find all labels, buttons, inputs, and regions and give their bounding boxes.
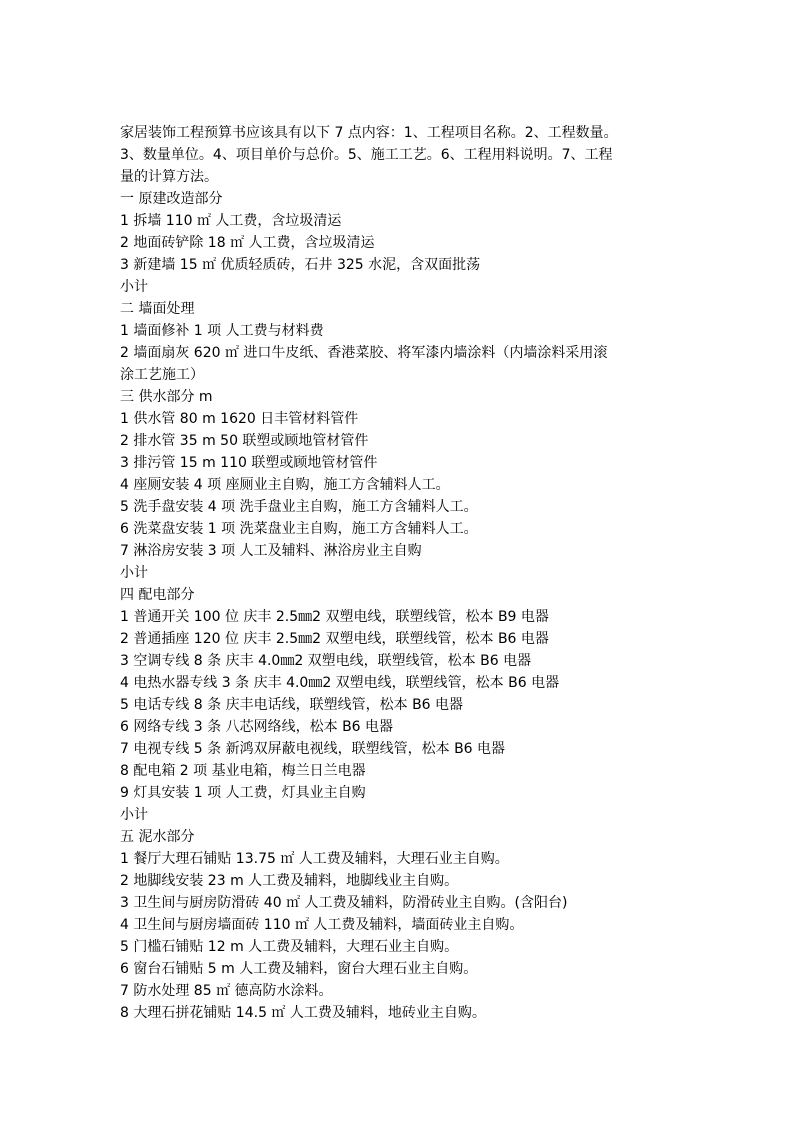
list-item: 3 空调专线 8 条 庆丰 4.0㎜2 双塑电线，联塑线管，松本 B6 电器 — [120, 653, 532, 669]
list-item: 1 供水管 80 m 1620 日丰管材料管件 — [120, 411, 359, 427]
list-item: 9 灯具安装 1 项 人工费，灯具业主自购 — [120, 785, 366, 801]
list-item: 6 洗菜盘安装 1 项 洗菜盘业主自购，施工方含辅料人工。 — [120, 521, 478, 537]
list-item: 5 电话专线 8 条 庆丰电话线，联塑线管，松本 B6 电器 — [120, 697, 464, 713]
list-item: 2 排水管 35 m 50 联塑或顾地管材管件 — [120, 433, 369, 449]
section-electrical — [120, 584, 680, 826]
intro-line-3: 量的计算方法。 — [120, 169, 218, 185]
section-heading-water-supply: 三 供水部分 m — [120, 389, 213, 405]
intro-line-1: 家居装饰工程预算书应该具有以下 7 点内容：1、工程项目名称。2、工程数量。 — [120, 125, 618, 141]
list-item: 5 洗手盘安装 4 项 洗手盘业主自购，施工方含辅料人工。 — [120, 499, 478, 515]
section-heading-wall: 二 墙面处理 — [120, 301, 195, 317]
list-item: 2 普通插座 120 位 庆丰 2.5㎜2 双塑电线，联塑线管，松本 B6 电器 — [120, 631, 549, 647]
list-item: 1 餐厅大理石铺贴 13.75 ㎡ 人工费及辅料，大理石业主自购。 — [120, 851, 509, 867]
list-item: 1 拆墙 110 ㎡ 人工费，含垃圾清运 — [120, 213, 342, 229]
list-item: 6 网络专线 3 条 八芯网络线，松本 B6 电器 — [120, 719, 394, 735]
list-item: 3 新建墙 15 ㎡ 优质轻质砖，石井 325 水泥，含双面批荡 — [120, 257, 481, 273]
section-masonry — [120, 826, 680, 1024]
subtotal-label: 小计 — [120, 279, 148, 295]
document-body — [120, 122, 680, 1024]
section-heading-masonry: 五 泥水部分 — [120, 829, 195, 845]
list-item: 4 电热水器专线 3 条 庆丰 4.0㎜2 双塑电线，联塑线管，松本 B6 电器 — [120, 675, 560, 691]
subtotal-label: 小计 — [120, 807, 148, 823]
list-item: 7 电视专线 5 条 新鸿双屏蔽电视线，联塑线管，松本 B6 电器 — [120, 741, 506, 757]
section-heading-renovation: 一 原建改造部分 — [120, 191, 223, 207]
section-renovation — [120, 188, 680, 298]
list-item: 8 大理石拼花铺贴 14.5 ㎡ 人工费及辅料，地砖业主自购。 — [120, 1005, 486, 1021]
section-heading-electrical: 四 配电部分 — [120, 587, 195, 603]
list-item: 8 配电箱 2 项 基业电箱，梅兰日兰电器 — [120, 763, 366, 779]
list-item: 2 墙面扇灰 620 ㎡ 进口牛皮纸、香港菜胶、将军漆内墙涂料（内墙涂料采用滚 — [120, 345, 608, 361]
list-item: 5 门槛石铺贴 12 m 人工费及辅料，大理石业主自购。 — [120, 939, 459, 955]
list-item: 1 墙面修补 1 项 人工费与材料费 — [120, 323, 324, 339]
list-item: 7 防水处理 85 ㎡ 德高防水涂料。 — [120, 983, 333, 999]
list-item: 2 地面砖铲除 18 ㎡ 人工费，含垃圾清运 — [120, 235, 375, 251]
list-item: 3 排污管 15 m 110 联塑或顾地管材管件 — [120, 455, 378, 471]
list-item-continuation: 涂工艺施工） — [120, 367, 204, 383]
list-item: 1 普通开关 100 位 庆丰 2.5㎜2 双塑电线，联塑线管，松本 B9 电器 — [120, 609, 549, 625]
list-item: 7 淋浴房安装 3 项 人工及辅料、淋浴房业主自购 — [120, 543, 422, 559]
intro-paragraph — [120, 122, 680, 188]
list-item: 2 地脚线安装 23 m 人工费及辅料，地脚线业主自购。 — [120, 873, 459, 889]
list-item: 4 卫生间与厨房墙面砖 110 ㎡ 人工费及辅料，墙面砖业主自购。 — [120, 917, 524, 933]
intro-line-2: 3、数量单位。4、项目单价与总价。5、施工工艺。6、工程用料说明。7、工程 — [120, 147, 613, 163]
section-wall — [120, 298, 680, 386]
list-item: 6 窗台石铺贴 5 m 人工费及辅料，窗台大理石业主自购。 — [120, 961, 478, 977]
subtotal-label: 小计 — [120, 565, 148, 581]
section-water-supply — [120, 386, 680, 584]
list-item: 4 座厕安装 4 项 座厕业主自购，施工方含辅料人工。 — [120, 477, 450, 493]
list-item: 3 卫生间与厨房防滑砖 40 ㎡ 人工费及辅料，防滑砖业主自购。(含阳台) — [120, 895, 568, 911]
